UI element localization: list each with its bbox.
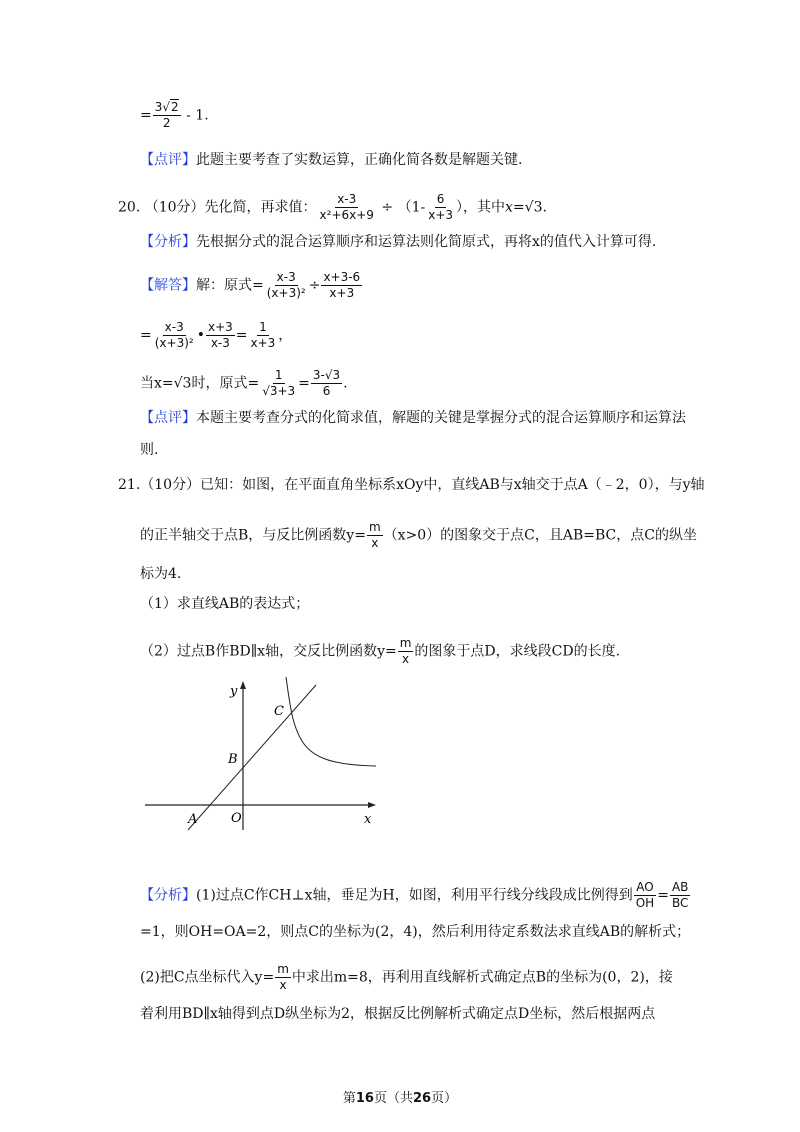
line-ab: [188, 685, 316, 830]
question-21-sub2: （2）过点B作BD∥x轴，交反比例函数y= $\frac{m}{x}$ 的图象于点D，求线段CD的长度.: [140, 636, 621, 666]
total-pages: 26: [413, 1091, 432, 1106]
analysis-tag: 【分析】: [140, 234, 196, 250]
label-b: B: [228, 752, 238, 767]
analysis-21-line4: 着利用BD∥x轴得到点D纵坐标为2，根据反比例解析式确定点D坐标，然后根据两点: [140, 1006, 656, 1022]
question-21-line2: 的正半轴交于点B，与反比例函数y= $\frac{m}{x}$ （x>0）的图象交于点C，且AB=BC，点C的纵坐: [140, 520, 697, 550]
fraction: $\frac{x-3}{\text{x²+6x+9}}$: [319, 192, 374, 222]
answer-20-line3: 当x=√3时，原式= $\frac{1}{√3+3}$ = $\frac{3-√3}{6}$ .: [140, 368, 348, 398]
answer-20-line2: = $\frac{x-3}{\text{(x+3)²}}$ • $\frac{x+3}{x-3}$ = $\frac{1}{x+3}$ ，: [140, 320, 293, 350]
fraction: $\frac{3√2}{2}$: [154, 100, 179, 130]
fraction: $\frac{x-3}{\text{(x+3)²}}$: [266, 270, 306, 300]
fraction: $\frac{1}{√3+3}$: [262, 368, 296, 398]
hyperbola: [286, 677, 376, 766]
fraction: $\frac{x-3}{\text{(x+3)²}}$: [154, 320, 194, 350]
review-20: 【点评】本题主要考查分式的化简求值，解题的关键是掌握分式的混合运算顺序和运算法: [140, 410, 686, 426]
review-20-cont: 则.: [140, 442, 159, 458]
label-y: y: [230, 684, 238, 699]
analysis-20: 【分析】先根据分式的混合运算顺序和运算法则化简原式，再将x的值代入计算可得.: [140, 234, 657, 250]
fraction: $\frac{1}{x+3}$: [250, 320, 276, 350]
result-tail: - 1.: [186, 107, 209, 124]
question-20: 20. （10分）先化简，再求值： $\frac{x-3}{\text{x²+6x+9}}$ ÷ （1- $\frac{6}{x+3}$ ），其中x=√3.: [118, 192, 547, 222]
question-21-line3: 标为4.: [140, 566, 182, 582]
fraction: $\frac{m}{x}$: [277, 962, 289, 992]
fraction: $\frac{x+3-6}{x+3}$: [323, 270, 361, 300]
label-x: x: [364, 812, 372, 827]
fraction: $\frac{m}{x}$: [399, 636, 412, 666]
x-axis-arrow: [368, 802, 376, 808]
fraction: $\frac{x+3}{x-3}$: [207, 320, 233, 350]
review-text: 此题主要考查了实数运算，正确化简各数是解题关键.: [196, 152, 523, 168]
analysis-21-line1: 【分析】(1)过点C作CH⊥x轴，垂足为H，如图，利用平行线分线段成比例得到 $\frac{AO}{OH}$ = $\frac{AB}{BC}$: [140, 880, 689, 910]
label-a: A: [188, 812, 198, 827]
analysis-tag: 【分析】: [140, 887, 196, 904]
question-21-line1: 21.（10分）已知：如图，在平面直角坐标系xOy中，直线AB与x轴交于点A（﹣2，0），与y轴: [118, 477, 705, 493]
fraction: $\frac{AO}{OH}$: [635, 880, 655, 910]
label-o: O: [231, 811, 242, 826]
label-c: C: [274, 704, 284, 719]
fraction: $\frac{AB}{BC}$: [671, 880, 689, 910]
answer-20-line1: 【解答】解：原式= $\frac{x-3}{\text{(x+3)²}}$ ÷ $\frac{x+3-6}{x+3}$: [140, 270, 361, 300]
y-axis-arrow: [240, 681, 246, 689]
page-footer: 第16页（共26页）: [342, 1091, 458, 1106]
prev-result-line: [140, 100, 209, 131]
fraction: $\frac{6}{x+3}$: [428, 192, 454, 222]
review-tag: 【点评】: [140, 410, 196, 426]
current-page: 16: [355, 1091, 374, 1106]
review-tag: 【点评】: [140, 152, 196, 168]
question-21-sub1: （1）求直线AB的表达式；: [140, 596, 310, 612]
equals-sign: =: [140, 107, 152, 124]
answer-tag: 【解答】: [140, 277, 196, 294]
fraction: $\frac{m}{x}$: [368, 520, 381, 550]
analysis-21-line3: (2)把C点坐标代入y= $\frac{m}{x}$ 中求出m=8，再利用直线解析式确定点B的坐标为(0，2)，接: [140, 962, 673, 992]
question-head: 20. （10分）先化简，再求值：: [118, 199, 317, 216]
coordinate-figure: [140, 675, 380, 835]
review-19: [140, 150, 522, 170]
fraction: $\frac{3-√3}{6}$: [312, 368, 341, 398]
analysis-21-line2: =1，则OH=OA=2，则点C的坐标为(2，4)，然后利用待定系数法求直线AB的解析式；: [140, 924, 691, 940]
